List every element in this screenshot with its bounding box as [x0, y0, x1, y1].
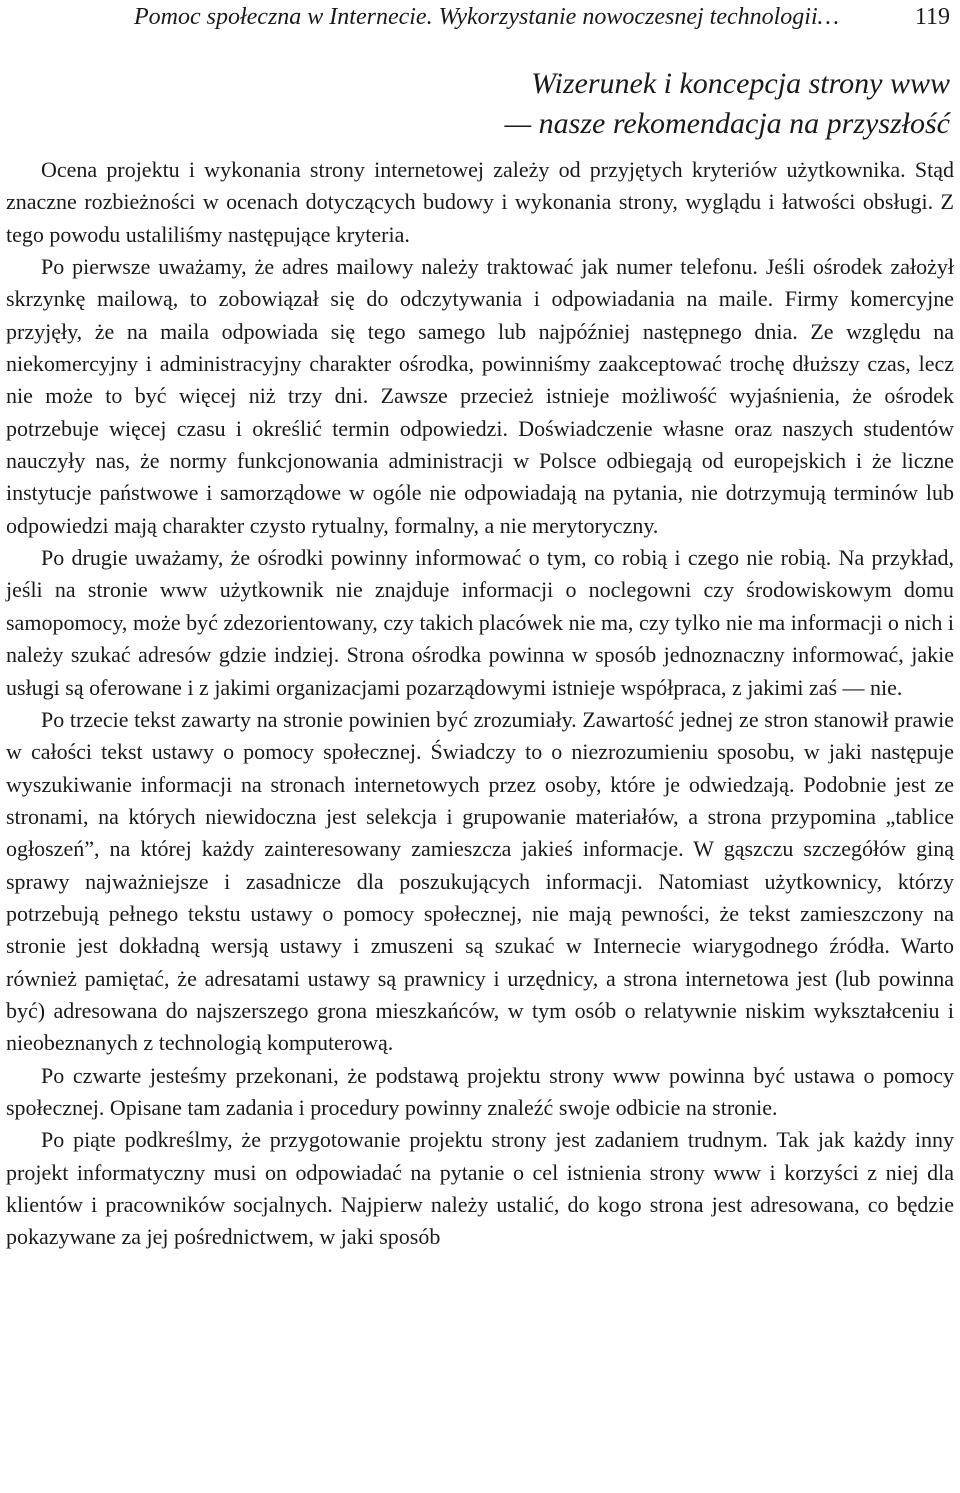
paragraph: Po czwarte jesteśmy przekonani, że podstawą projektu strony www powinna być ustawa o pomocy społecznej. Opisane tam zadania i procedury powinny znaleźć swoje odbicie na stronie. — [6, 1062, 954, 1120]
section-heading-line-2: — nasze rekomendacja na przyszłość — [504, 107, 950, 140]
paragraph: Po pierwsze uważamy, że adres mailowy należy traktować jak numer telefonu. Jeśli ośrodek założył skrzynkę mailową, to zobowiązał się do odczytywania i odpowiadania na maile. Firmy komercyjne przyjęły, że na maila odpowiada się tego samego lub najpóźniej następnego dnia. Ze względu na niekomercyjny i administracyjny charakter ośrodka, powinniśmy zaakceptować trochę dłuższy czas, lecz nie może to być więcej niż trzy dni. Zawsze przecież istnieje możliwość wyjaśnienia, że ośrodek potrzebuje więcej czasu i określić termin odpowiedzi. Doświadczenie własne oraz naszych studentów nauczyły nas, że normy funkcjonowania administracji w Polsce odbiegają od europejskich i że liczne instytucje państwowe i samorządowe w ogóle nie odpowiadają na pytania, nie dotrzymują terminów lub odpowiedzi mają charakter czysto rytualny, formalny, a nie merytoryczny. — [6, 254, 954, 538]
paragraph: Po drugie uważamy, że ośrodki powinny informować o tym, co robią i czego nie robią. Na przykład, jeśli na stronie www użytkownik nie znajduje informacji o noclegowni czy środowiskowym domu samopomocy, może być zdezorientowany, czy takich placówek nie ma, czy tylko nie ma informacji o nich i należy szukać adresów gdzie indziej. Strona ośrodka powinna w sposób jednoznaczny informować, jakie usługi są oferowane i z jakimi organizacjami pozarządowymi istnieje współpraca, z jakimi zaś — nie. — [6, 545, 954, 700]
running-title: Pomoc społeczna w Internecie. Wykorzystanie nowoczesnej technologii… — [134, 4, 839, 30]
paragraph: Po trzecie tekst zawarty na stronie powinien być zrozumiały. Zawartość jednej ze stron stanowił prawie w całości tekst ustawy o pomocy społecznej. Świadczy to o niezrozumieniu sposobu, w jaki następuje wyszukiwanie informacji na stronach internetowych przez osoby, które je odwiedzają. Podobnie jest ze stronami, na których niewidoczna jest selekcja i grupowanie materiałów, a strona przypomina „tablice ogłoszeń”, na której każdy zainteresowany zamieszcza jakieś informacje. W gąszczu szczegółów giną sprawy najważniejsze i zasadnicze dla poszukujących informacji. Natomiast użytkownicy, którzy potrzebują pełnego tekstu ustawy o pomocy społecznej, nie mają pewności, że tekst zamieszczony na stronie jest dokładną wersją ustawy i zmuszeni są szukać w Internecie wiarygodnego źródła. Warto również pamiętać, że adresatami ustawy są prawnicy i urzędnicy, a strona internetowa jest (lub powinna być) adresowana do najszerszego grona mieszkańców, w tym osób o relatywnie niskim wykształceniu i nieobeznanych z technologią komputerową. — [6, 706, 954, 1056]
section-heading-line-1: Wizerunek i koncepcja strony www — [531, 67, 950, 100]
section-heading — [6, 64, 950, 144]
paragraph: Ocena projektu i wykonania strony internetowej zależy od przyjętych kryteriów użytkownika. Stąd znaczne rozbieżności w ocenach dotyczących budowy i wykonania strony, wyglądu i łatwości obsługi. Z tego powodu ustaliliśmy następujące kryteria. — [6, 157, 954, 247]
page-number: 119 — [914, 4, 950, 30]
running-header — [6, 0, 954, 36]
paragraph: Po piąte podkreślmy, że przygotowanie projektu strony jest zadaniem trudnym. Tak jak każdy inny projekt informatyczny musi on odpowiadać na pytanie o cel istnienia strony www i korzyści z niej dla klientów i pracowników socjalnych. Najpierw należy ustalić, do kogo strona jest adresowana, co będzie pokazywane za jej pośrednictwem, w jaki sposób — [6, 1127, 954, 1250]
document-page — [6, 0, 954, 1254]
body-text — [6, 154, 954, 1254]
